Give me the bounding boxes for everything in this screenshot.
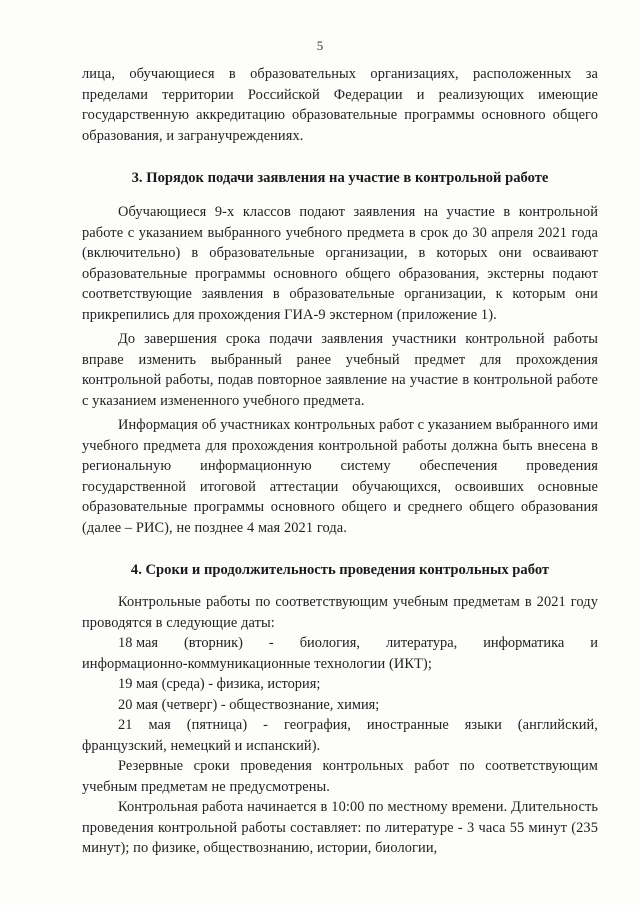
duration-paragraph: Контрольная работа начинается в 10:00 по местному времени. Длительность проведения контрольной работы составляет: по литературе - 3 часа 55 минут (235 минут); по физике, обществознанию, истории, биологии, (82, 799, 598, 856)
reserve-dates-paragraph: Резервные сроки проведения контрольных работ по соответствующим учебным предметам не предусмотрены. (82, 758, 598, 795)
schedule-word: информатика (483, 635, 565, 651)
schedule-word: (вторник) (184, 635, 243, 651)
section-4-heading: 4. Сроки и продолжительность проведения контрольных работ (130, 562, 550, 578)
schedule-may-21: 21 мая (пятница) - география, иностранные языки (английский, французский, немецкий и испанский). (82, 717, 598, 754)
document-body (82, 64, 598, 859)
schedule-may-20: 20 мая (четверг) - обществознание, химия; (118, 696, 380, 713)
schedule-word: 18 мая (118, 635, 159, 651)
schedule-word: литература, (385, 635, 458, 651)
section-3-heading: 3. Порядок подачи заявления на участие в контрольной работе (131, 170, 549, 186)
section-3-paragraph-1: Обучающиеся 9-х классов подают заявления на участие в контрольной работе с указанием выбранного учебного предмета в срок до 30 апреля 2021 года (включительно) в образовательные организации, в которых они осваивают образовательные программы основного общего образования, экстерны подают соответствующие заявления в образовательные организации, к которым они прикрепились для прохождения ГИА-9 экстерном (приложение 1). (82, 204, 598, 323)
intro-paragraph: лица, обучающиеся в образовательных организациях, расположенных за пределами территории Российской Федерации и реализующих имеющие государственную аккредитацию образовательные программы основного общего образования, и загранучреждениях. (82, 66, 598, 144)
page-number: 5 (316, 38, 324, 53)
schedule-may-19: 19 мая (среда) - физика, история; (118, 676, 321, 692)
schedule-may-18-continuation: информационно-коммуникационные технологии (ИКТ); (82, 655, 432, 672)
schedule-word: и (590, 635, 598, 651)
schedule-may-18-line (82, 633, 598, 654)
section-3-paragraph-2: До завершения срока подачи заявления участники контрольной работы вправе изменить выбранный ранее учебный предмет для прохождения контрольной работы, подав повторное заявление на участие в контрольной работе с указанием измененного учебного предмета. (82, 331, 598, 409)
section-4-intro: Контрольные работы по соответствующим учебным предметам в 2021 году проводятся в следующие даты: (82, 594, 598, 631)
schedule-word: биология, (299, 635, 360, 651)
section-3-paragraph-3: Информация об участниках контрольных работ с указанием выбранного ими учебного предмета для прохождения контрольной работы должна быть внесена в региональную информационную систему обеспечения проведения государственной итоговой аттестации обучающихся, освоивших основные образовательные программы основного общего и среднего общего образования (далее – РИС), не позднее 4 мая 2021 года. (82, 417, 598, 536)
schedule-word: - (268, 635, 274, 651)
